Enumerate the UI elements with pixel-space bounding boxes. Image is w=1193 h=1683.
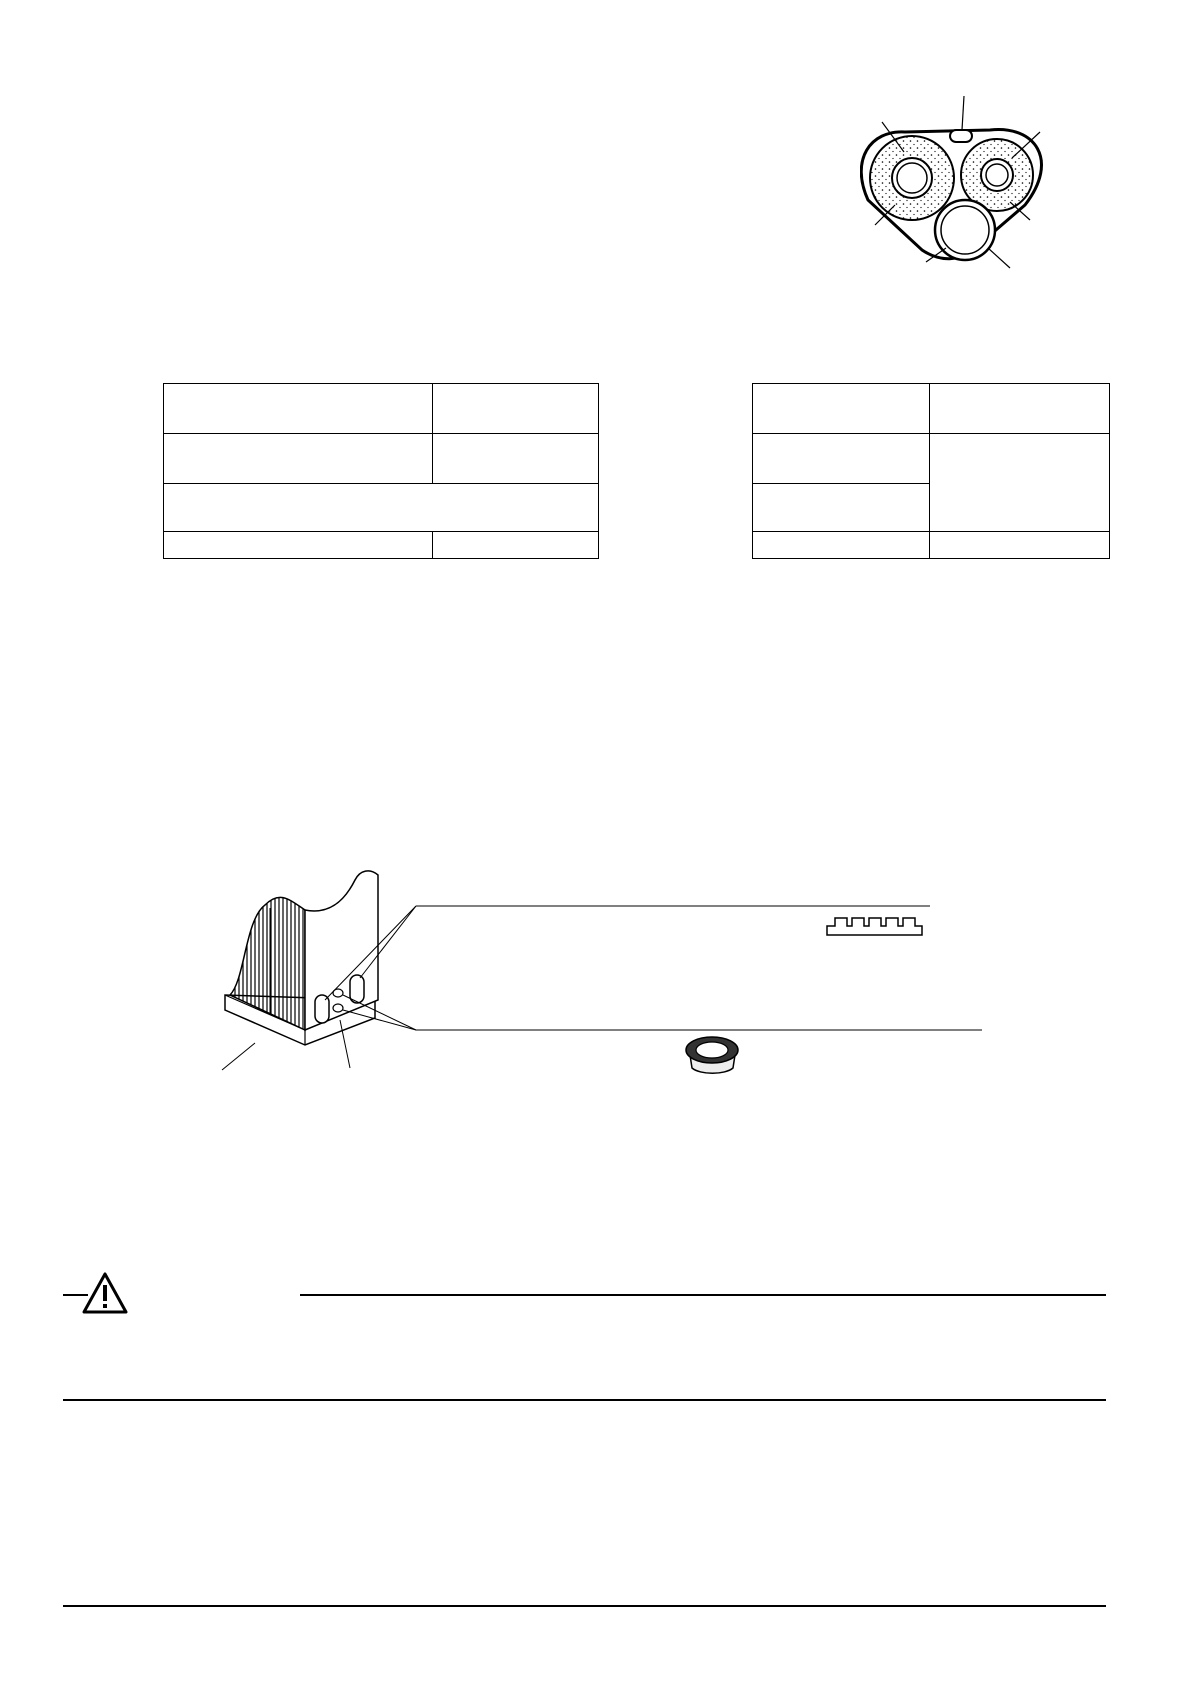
- table-cell: [930, 532, 1110, 559]
- caution-section: [60, 1270, 1120, 1410]
- left-spec-table: [163, 383, 599, 559]
- table-cell: [753, 532, 930, 559]
- table-cell: [433, 434, 599, 484]
- right-spec-table: [752, 383, 1110, 559]
- putty-strip-icon: [827, 918, 922, 935]
- warning-triangle-icon: [84, 1274, 126, 1312]
- table-cell: [433, 384, 599, 434]
- cable-cross-section-icon: [860, 90, 1060, 280]
- table-cell: [433, 532, 599, 559]
- cable-cross-section-figure: [860, 90, 1060, 280]
- outdoor-unit-figure: [210, 860, 1010, 1080]
- table-cell: [930, 434, 1110, 532]
- table-cell: [164, 384, 433, 434]
- outdoor-unit-icon: [225, 871, 378, 1045]
- table-cell: [753, 484, 930, 532]
- table-cell: [930, 384, 1110, 434]
- footer-rule: [63, 1605, 1106, 1607]
- table-cell: [164, 434, 433, 484]
- table-cell: [164, 532, 433, 559]
- table-cell: [753, 384, 930, 434]
- table-cell: [164, 484, 599, 532]
- table-cell: [753, 434, 930, 484]
- rubber-bushing-icon: [686, 1037, 738, 1073]
